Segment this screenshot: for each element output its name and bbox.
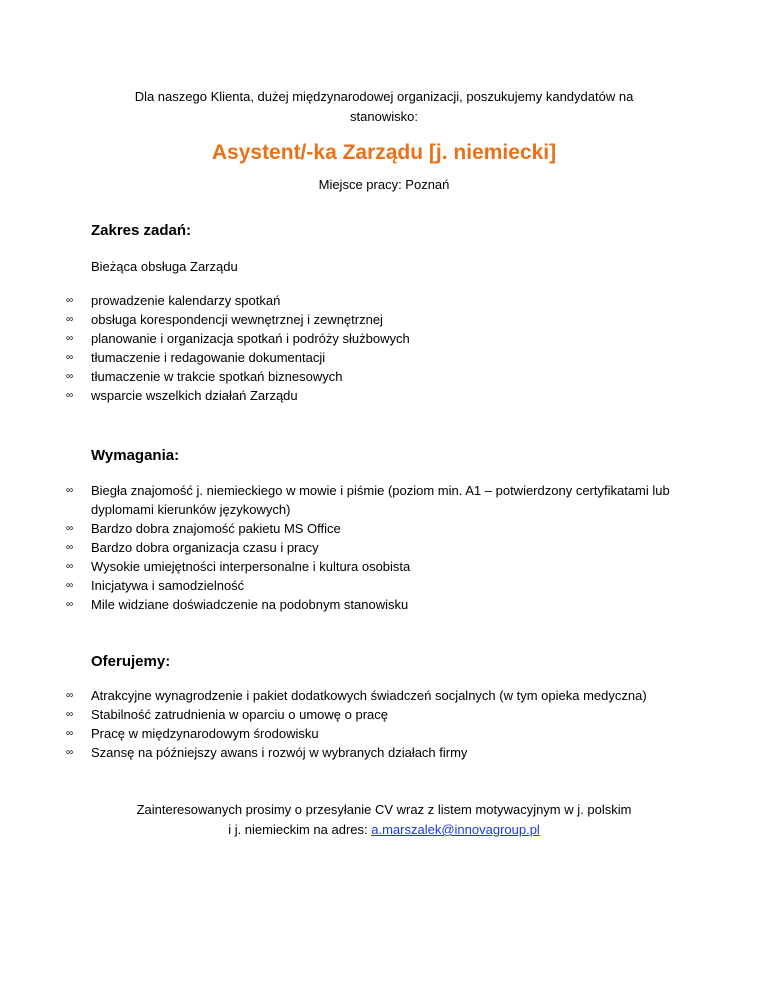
bullet-icon: ∞ xyxy=(66,728,74,739)
list-item xyxy=(0,386,768,405)
list-item-text: prowadzenie kalendarzy spotkań xyxy=(91,293,281,308)
outro-line-1: Zainteresowanych prosimy o przesyłanie CV wraz z listem motywacyjnym w j. polskim xyxy=(136,802,632,817)
list-item xyxy=(0,367,768,386)
bullet-icon: ∞ xyxy=(66,295,74,306)
list-item-text: Bardzo dobra znajomość pakietu MS Office xyxy=(91,521,341,536)
outro-line-2 xyxy=(0,820,768,840)
list-item xyxy=(0,686,768,705)
job-location: Miejsce pracy: Poznań xyxy=(318,177,450,192)
list-item xyxy=(0,310,768,329)
list-item xyxy=(0,329,768,348)
list-item xyxy=(0,348,768,367)
list-item-text: Bardzo dobra organizacja czasu i pracy xyxy=(91,540,319,555)
intro-text xyxy=(0,87,768,127)
bullet-icon: ∞ xyxy=(66,485,74,496)
bullet-icon: ∞ xyxy=(66,542,74,553)
application-instructions xyxy=(0,800,768,840)
bullet-icon: ∞ xyxy=(66,371,74,382)
list-item-text: obsługa korespondencji wewnętrznej i zewnętrznej xyxy=(91,312,383,327)
list-item xyxy=(0,557,768,576)
list-item xyxy=(0,291,768,310)
bullet-icon: ∞ xyxy=(66,523,74,534)
list-item-text: Pracę w międzynarodowym środowisku xyxy=(91,726,319,741)
list-item xyxy=(0,481,768,519)
bullet-icon: ∞ xyxy=(66,599,74,610)
bullet-icon: ∞ xyxy=(66,352,74,363)
list-item-text: Stabilność zatrudnienia w oparciu o umowę o pracę xyxy=(91,707,389,722)
list-item-text: tłumaczenie w trakcie spotkań biznesowych xyxy=(91,369,343,384)
requirements-list xyxy=(0,481,768,614)
list-item xyxy=(0,743,768,762)
list-item xyxy=(0,595,768,614)
offer-list xyxy=(0,686,768,762)
offer-heading: Oferujemy: xyxy=(91,653,171,670)
list-item xyxy=(0,519,768,538)
list-item-text: Atrakcyjne wynagrodzenie i pakiet dodatkowych świadczeń socjalnych (w tym opieka medyczna) xyxy=(91,688,647,703)
bullet-icon: ∞ xyxy=(66,690,74,701)
list-item-text: Inicjatywa i samodzielność xyxy=(91,578,245,593)
bullet-icon: ∞ xyxy=(66,580,74,591)
duties-heading: Zakres zadań: xyxy=(91,222,192,239)
intro-line-1: Dla naszego Klienta, dużej międzynarodowej organizacji, poszukujemy kandydatów na xyxy=(134,89,634,104)
duties-subtitle: Bieżąca obsługa Zarządu xyxy=(91,259,238,274)
list-item xyxy=(0,538,768,557)
list-item xyxy=(0,576,768,595)
bullet-icon: ∞ xyxy=(66,333,74,344)
bullet-icon: ∞ xyxy=(66,314,74,325)
bullet-icon: ∞ xyxy=(66,561,74,572)
job-title: Asystent/-ka Zarządu [j. niemiecki] xyxy=(211,141,557,164)
bullet-icon: ∞ xyxy=(66,390,74,401)
intro-line-2: stanowisko: xyxy=(350,109,418,124)
list-item-text: Wysokie umiejętności interpersonalne i kultura osobista xyxy=(91,559,411,574)
list-item-text: tłumaczenie i redagowanie dokumentacji xyxy=(91,350,326,365)
list-item xyxy=(0,724,768,743)
bullet-icon: ∞ xyxy=(66,747,74,758)
list-item-text: wsparcie wszelkich działań Zarządu xyxy=(91,388,298,403)
list-item-text: Szansę na późniejszy awans i rozwój w wybranych działach firmy xyxy=(91,745,468,760)
bullet-icon: ∞ xyxy=(66,709,74,720)
requirements-heading: Wymagania: xyxy=(91,447,180,464)
list-item xyxy=(0,705,768,724)
list-item-text: Mile widziane doświadczenie na podobnym stanowisku xyxy=(91,597,409,612)
outro-line-2-prefix: i j. niemieckim na adres: xyxy=(228,822,372,837)
duties-list xyxy=(0,291,768,405)
email-link[interactable]: a.marszalek@innovagroup.pl xyxy=(371,822,540,837)
list-item-text: planowanie i organizacja spotkań i podróży służbowych xyxy=(91,331,410,346)
list-item-text: Biegła znajomość j. niemieckiego w mowie i piśmie (poziom min. A1 – potwierdzony certyfikatami lub dyplomami kierunków językowych) xyxy=(91,483,670,517)
